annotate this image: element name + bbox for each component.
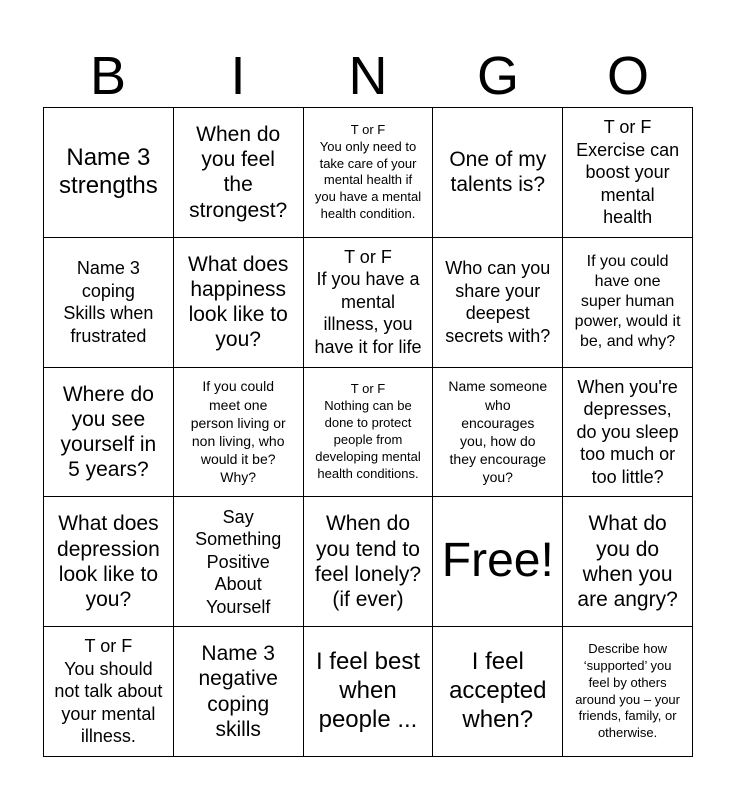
bingo-cell-r1c3[interactable]: T or F You only need to take care of your mental health if you have a mental health condition. [304,108,434,238]
bingo-cell-r2c1[interactable]: Name 3 coping Skills when frustrated [44,238,174,368]
bingo-grid [43,107,693,757]
bingo-cell-r1c2[interactable]: When do you feel the strongest? [174,108,304,238]
bingo-cell-r1c1[interactable]: Name 3 strengths [44,108,174,238]
bingo-cell-r5c2[interactable]: Name 3 negative coping skills [174,627,304,757]
bingo-cell-r4c1[interactable]: What does depression look like to you? [44,497,174,627]
bingo-cell-r3c3[interactable]: T or F Nothing can be done to protect people from developing mental health conditions. [304,368,434,498]
header-letter-b: B [89,46,127,106]
bingo-cell-r3c5[interactable]: When you're depresses, do you sleep too much or too little? [563,368,693,498]
header-letter-g: G [476,46,519,106]
bingo-cell-r3c1[interactable]: Where do you see yourself in 5 years? [44,368,174,498]
bingo-cell-r3c2[interactable]: If you could meet one person living or non living, who would it be? Why? [174,368,304,498]
bingo-cell-r2c5[interactable]: If you could have one super human power, would it be, and why? [563,238,693,368]
bingo-cell-r4c2[interactable]: Say Something Positive About Yourself [174,497,304,627]
bingo-cell-r5c5[interactable]: Describe how ‘supported’ you feel by others around you – your friends, family, or otherwise. [563,627,693,757]
bingo-cell-r3c4[interactable]: Name someone who encourages you, how do they encourage you? [433,368,563,498]
bingo-cell-r1c5[interactable]: T or F Exercise can boost your mental health [563,108,693,238]
bingo-cell-r5c4[interactable]: I feel accepted when? [433,627,563,757]
bingo-cell-r4c3[interactable]: When do you tend to feel lonely? (if ever) [304,497,434,627]
header-letter-o: O [606,46,649,106]
bingo-cell-r5c1[interactable]: T or F You should not talk about your mental illness. [44,627,174,757]
header-letter-n: N [348,46,388,106]
bingo-header [43,46,693,106]
bingo-cell-r5c3[interactable]: I feel best when people ... [304,627,434,757]
bingo-cell-r4c5[interactable]: What do you do when you are angry? [563,497,693,627]
bingo-cell-r2c2[interactable]: What does happiness look like to you? [174,238,304,368]
bingo-cell-r2c4[interactable]: Who can you share your deepest secrets with? [433,238,563,368]
bingo-cell-r1c4[interactable]: One of my talents is? [433,108,563,238]
free-space[interactable]: Free! [433,497,563,627]
header-letter-i: I [230,46,246,106]
bingo-cell-r2c3[interactable]: T or F If you have a mental illness, you have it for life [304,238,434,368]
